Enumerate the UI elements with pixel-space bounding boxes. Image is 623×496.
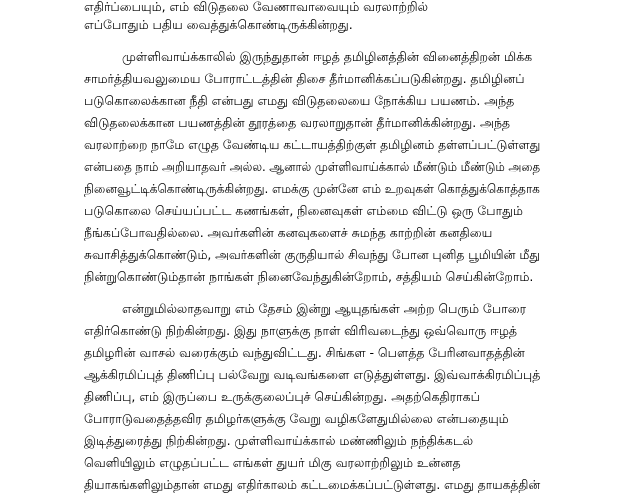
text-line: படுகொலை செய்யப்பட்ட கணங்கள், நினைவுகள் எம்மை விட்டு ஒரு போதும்: [84, 203, 523, 218]
text-line: தியாகங்களிலும்தான் எமது எதிர்காலம் கட்டமைக்கப்பட்டுள்ளது. எமது தாயகத்தின்: [84, 477, 541, 492]
text-line: நினைவூட்டிக்கொண்டிருக்கின்றது. எமக்கு முன்னே எம் உறவுகள் கொத்துக்கொத்தாக: [84, 181, 540, 196]
text-line: எப்போதும் பதிய வைத்துக்கொண்டிருக்கின்றது.: [84, 17, 353, 32]
text-line: நின்றுகொண்டும்தான் நாங்கள் நினைவேந்துகின்றோம், சத்தியம் செய்கின்றோம்.: [84, 269, 534, 284]
text-line: வெளியிலும் எழுதப்பட்ட எங்கள் துயர் மிகு வரலாற்றிலும் உன்னத: [84, 455, 461, 470]
text-line: நீங்கப்போவதில்லை. அவர்களின் கனவுகளைச் சுமந்த காற்றின் கனதியை: [84, 225, 493, 240]
text-line: இடித்துரைத்து நிற்கின்றது. முள்ளிவாய்க்கால் மண்ணிலும் நந்திக்கடல்: [84, 433, 474, 448]
text-line: எதிர்ப்பையும், எம் விடுதலை வேணாவாவையும் வரலாற்றில்: [84, 0, 429, 14]
text-line: சாமர்த்தியவலுமைய போராட்டத்தின் திசை தீர்மானிக்கப்படுகின்றது. தமிழினப்: [84, 71, 525, 86]
text-line: தமிழரின் வாசல் வரைக்கும் வந்துவிட்டது. சிங்கள - பௌத்த பேரினவாதத்தின்: [84, 345, 525, 360]
text-line: வரலாற்றை நாமே எழுத வேண்டிய கட்டாயத்திற்குள் தமிழினம் தள்ளப்பட்டுள்ளது: [84, 137, 541, 152]
text-line: விடுதலைக்கான பயணத்தின் தூரத்தை வரலாறுதான் தீர்மானிக்கின்றது. அந்த: [84, 115, 511, 130]
text-line: முள்ளிவாய்க்காலில் இருந்துதான் ஈழத் தமிழினத்தின் வினைத்திறன் மிக்க: [122, 49, 533, 64]
text-line: என்பதை நாம் அறியாதவர் அல்ல. ஆனால் முள்ளிவாய்க்கால் மீண்டும் மீண்டும் அதை: [84, 159, 541, 174]
text-line: திணிப்பு, எம் இருப்பை உருக்குலைப்புச் செய்கின்றது. அதற்கெதிராகப்: [84, 389, 480, 404]
text-line: எதிர்கொண்டு நிற்கின்றது. இது நாளுக்கு நாள் விரிவடைந்து ஒவ்வொரு ஈழத்: [84, 323, 517, 338]
text-line: படுகொலைக்கான நீதி என்பது எமது விடுதலையை நோக்கிய பயணம். அந்த: [84, 93, 515, 108]
text-line: என்றுமில்லாதவாறு எம் தேசம் இன்று ஆயுதங்கள் அற்ற பெரும் போரை: [122, 301, 527, 316]
text-line: போராடுவதைத்தவிர தமிழர்களுக்கு வேறு வழிகளேதுமில்லை என்பதையும்: [84, 411, 509, 426]
text-line: ஆக்கிரமிப்புத் திணிப்பு பல்வேறு வடிவங்களை எடுத்துள்ளது. இவ்வாக்கிரமிப்புத்: [84, 367, 541, 382]
text-line: சுவாசித்துக்கொண்டும், அவர்களின் குருதியால் சிவந்து போன புனித பூமியின் மீது: [84, 247, 541, 262]
